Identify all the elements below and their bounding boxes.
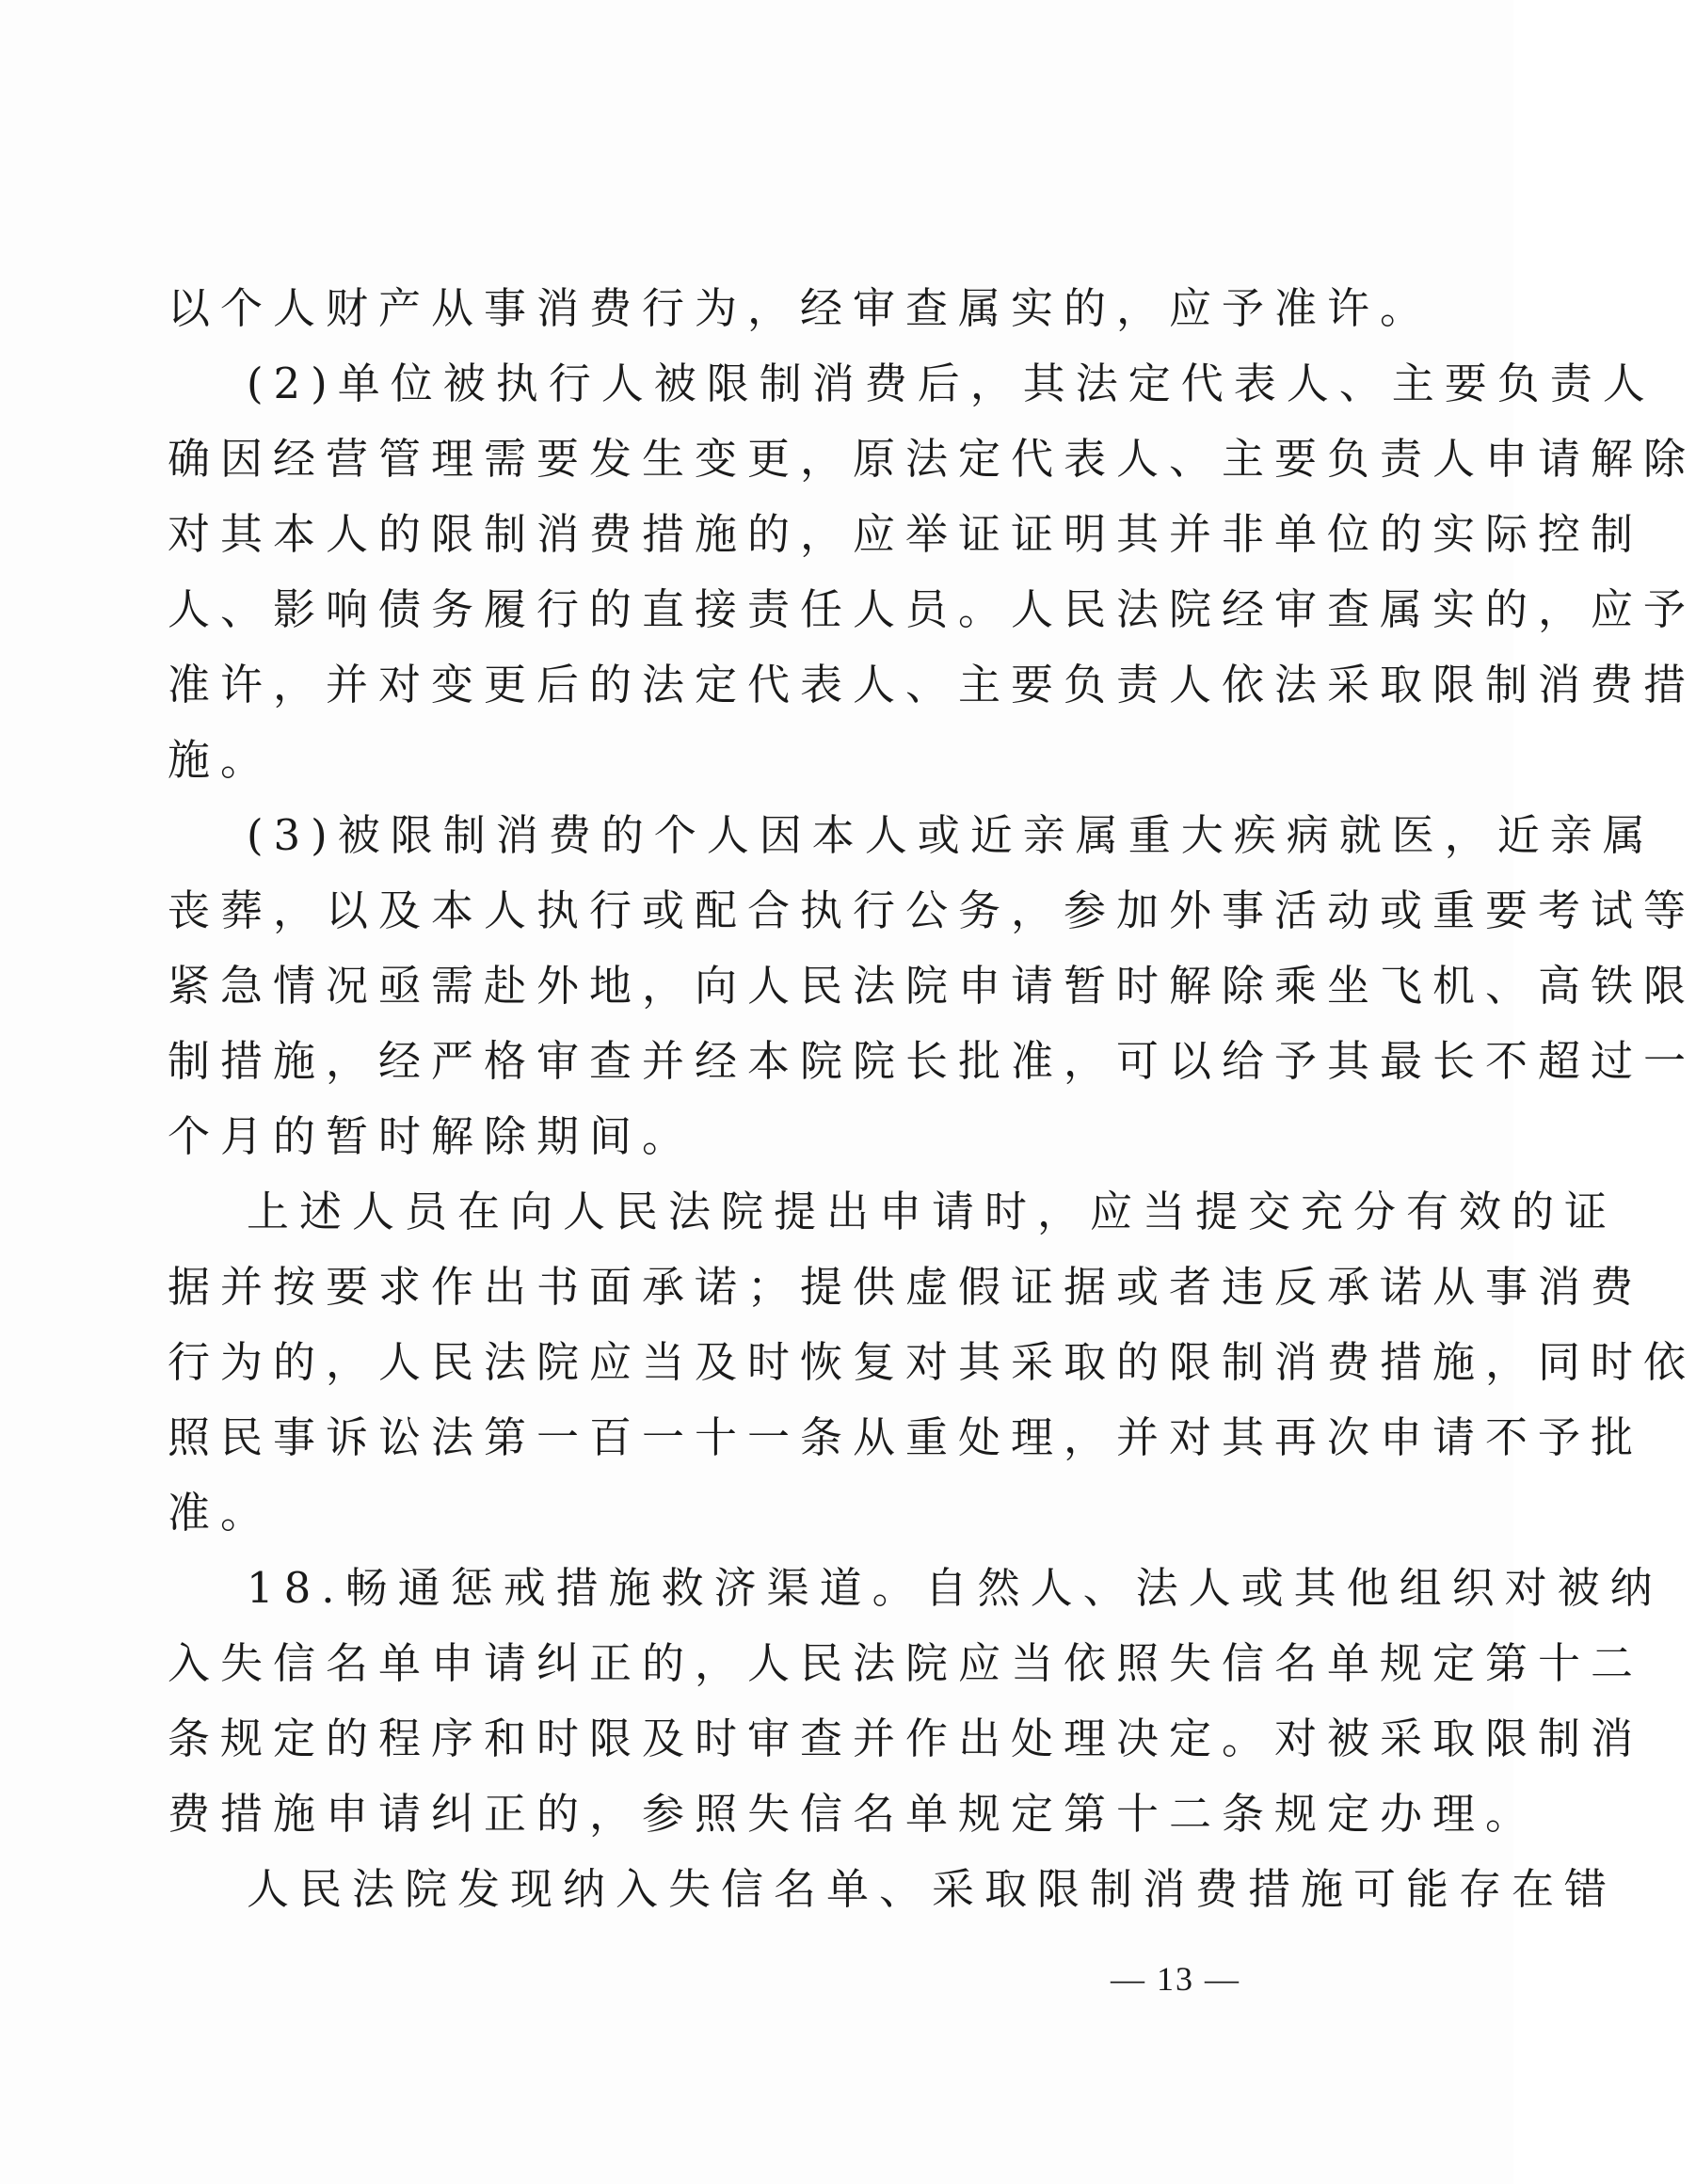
text-line: 个月的暂时解除期间。	[168, 1111, 696, 1161]
text-line: 确因经营管理需要发生变更，原法定代表人、主要负责人申请解除	[168, 434, 1696, 484]
text-line: 紧急情况亟需赴外地，向人民法院申请暂时解除乘坐飞机、高铁限	[168, 961, 1696, 1011]
text-line: 费措施申请纠正的，参照失信名单规定第十二条规定办理。	[168, 1789, 1539, 1839]
text-line: 人民法院发现纳入失信名单、采取限制消费措施可能存在错	[247, 1864, 1618, 1914]
text-line: 条规定的程序和时限及时审查并作出处理决定。对被采取限制消	[168, 1714, 1644, 1763]
text-line: 据并按要求作出书面承诺；提供虚假证据或者违反承诺从事消费	[168, 1262, 1644, 1312]
text-line: 行为的，人民法院应当及时恢复对其采取的限制消费措施，同时依	[168, 1337, 1696, 1387]
text-line: 丧葬，以及本人执行或配合执行公务，参加外事活动或重要考试等	[168, 885, 1696, 935]
text-line: 入失信名单申请纠正的，人民法院应当依照失信名单规定第十二	[168, 1638, 1644, 1688]
text-line: 准。	[168, 1488, 274, 1538]
text-line: (3)被限制消费的个人因本人或近亲属重大疾病就医，近亲属	[247, 810, 1656, 860]
text-line: (2)单位被执行人被限制消费后，其法定代表人、主要负责人	[247, 359, 1656, 408]
text-line: 制措施，经严格审查并经本院院长批准，可以给予其最长不超过一	[168, 1036, 1696, 1086]
text-line: 准许，并对变更后的法定代表人、主要负责人依法采取限制消费措	[168, 660, 1696, 709]
text-line: 上述人员在向人民法院提出申请时，应当提交充分有效的证	[247, 1187, 1618, 1236]
text-line: 照民事诉讼法第一百一十一条从重处理，并对其再次申请不予批	[168, 1412, 1644, 1462]
text-line: 人、影响债务履行的直接责任人员。人民法院经审查属实的，应予	[168, 584, 1696, 634]
text-line: 18.畅通惩戒措施救济渠道。自然人、法人或其他组织对被纳	[247, 1563, 1663, 1613]
text-line: 施。	[168, 735, 274, 785]
text-line: 对其本人的限制消费措施的，应举证证明其并非单位的实际控制	[168, 509, 1644, 559]
page-number: — 13 —	[1111, 1960, 1240, 1998]
text-line: 以个人财产从事消费行为，经审查属实的，应予准许。	[168, 283, 1433, 333]
body-text	[168, 271, 1696, 1927]
